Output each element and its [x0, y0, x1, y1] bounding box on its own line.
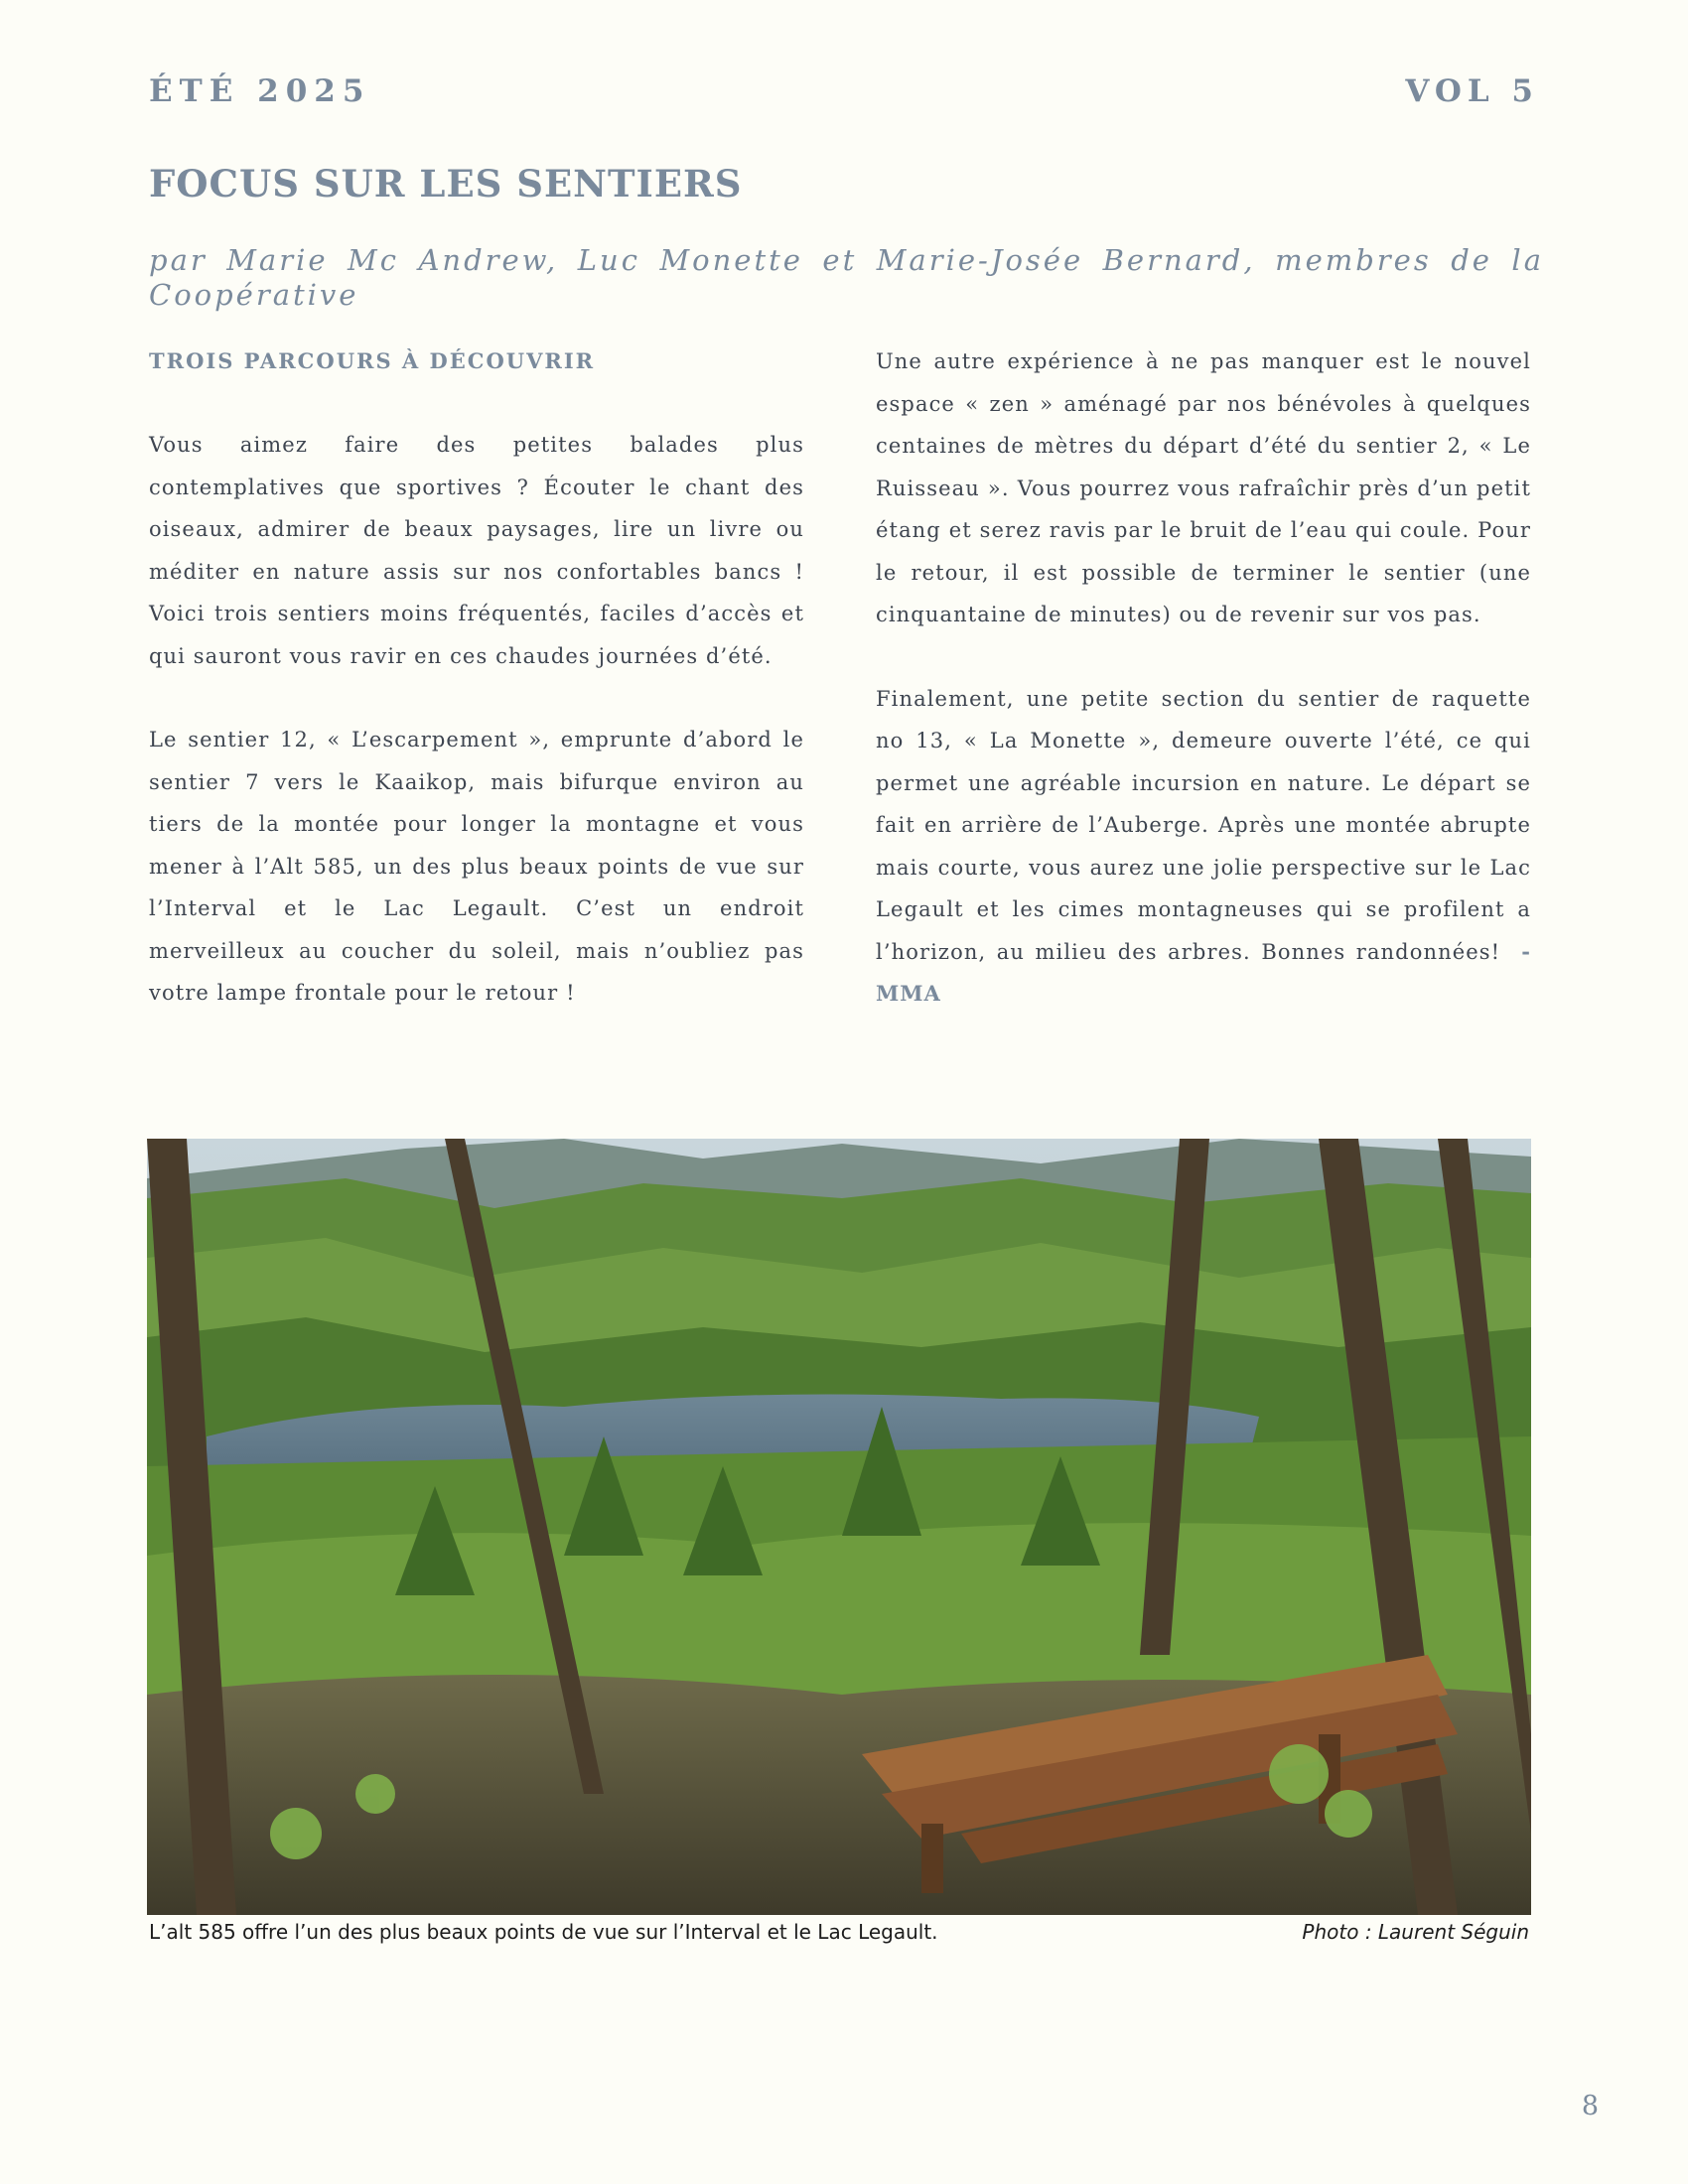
landscape-photo [147, 1139, 1531, 1915]
landscape-photo-illustration [147, 1139, 1531, 1915]
paragraph-sentier-12: Le sentier 12, « L’escarpement », emprunte d’abord le sentier 7 vers le Kaaikop, mais bifurque environ au tiers de la montée pour longer la montagne et vous mener à l’Alt 585, un des plus beaux points de vue sur l’Interval et le Lac Legault. C’est un endroit merveilleux au coucher du soleil, mais n’oubliez pas votre lampe frontale pour le retour ! [149, 728, 804, 1005]
page-number: 8 [1581, 2091, 1599, 2121]
photo-credit: Photo : Laurent Séguin [1302, 1920, 1529, 1944]
paragraph-intro: Vous aimez faire des petites balades plus contemplatives que sportives ? Écouter le chant des oiseaux, admirer de beaux paysages, lire un livre ou méditer en nature assis sur nos confortables bancs ! Voici trois sentiers moins fréquentés, faciles d’accès et qui sauront vous ravir en ces chaudes journées d’été. [149, 433, 804, 668]
volume-number: VOL 5 [1405, 73, 1539, 109]
article-byline: par Marie Mc Andrew, Luc Monette et Marie-Josée Bernard, membres de la Coopérative [149, 243, 1544, 312]
paragraph-espace-zen: Une autre expérience à ne pas manquer est le nouvel espace « zen » aménagé par nos bénévoles à quelques centaines de mètres du départ d’été du sentier 2, « Le Ruisseau ». Vous pourrez vous rafraîchir près d’un petit étang et serez ravis par le bruit de l’eau qui coule. Pour le retour, il est possible de terminer le sentier (une cinquantaine de minutes) ou de revenir sur vos pas. [876, 349, 1531, 626]
paragraph-sentier-13 [876, 678, 1531, 1016]
photo-caption: L’alt 585 offre l’un des plus beaux points de vue sur l’Interval et le Lac Legault. [149, 1920, 938, 1944]
left-column [149, 341, 804, 1056]
author-signature: - MMA [876, 938, 1531, 1006]
paragraph-sentier-13-text: Finalement, une petite section du sentier de raquette no 13, « La Monette », demeure ouverte l’été, ce qui permet une agréable incursion en nature. Le départ se fait en arrière de l’Auberge. Après une montée abrupte mais courte, vous aurez une jolie perspective sur le Lac Legault et les cimes montagneuses qui se profilent a l’horizon, au milieu des arbres. Bonnes randonnées! [876, 686, 1531, 964]
section-subheading: TROIS PARCOURS À DÉCOUVRIR [149, 348, 596, 373]
article-title: FOCUS SUR LES SENTIERS [149, 162, 743, 205]
right-column [876, 341, 1531, 1057]
issue-date: ÉTÉ 2025 [149, 73, 371, 109]
